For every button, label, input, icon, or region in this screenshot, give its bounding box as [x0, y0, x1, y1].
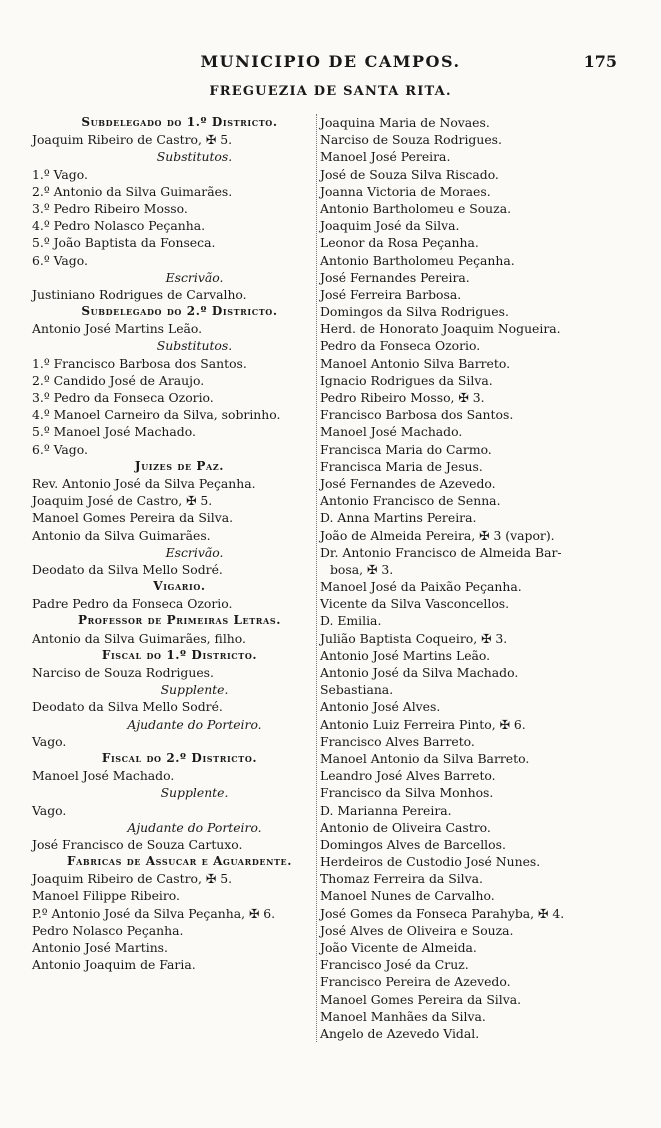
list-item: Francisco da Silva Monhos. — [320, 785, 494, 801]
list-item: 1.º Vago. — [32, 166, 88, 182]
list-item: José de Souza Silva Riscado. — [320, 166, 499, 182]
list-item: 3.º Pedro Ribeiro Mosso. — [32, 200, 188, 216]
list-item: Antonio José Martins Leão. — [32, 321, 203, 337]
list-item: Manoel José Pereira. — [320, 149, 451, 165]
list-item: Francisca Maria de Jesus. — [320, 458, 483, 474]
list-item: Manoel Nunes de Carvalho. — [320, 888, 495, 904]
list-item: Domingos Alves de Barcellos. — [320, 836, 506, 852]
page-title: MUNICIPIO DE CAMPOS. — [200, 52, 461, 71]
list-item: 6.º Vago. — [32, 441, 88, 457]
list-item: 4.º Pedro Nolasco Peçanha. — [32, 218, 206, 234]
list-item: Leonor da Rosa Peçanha. — [320, 235, 479, 251]
list-item-continuation: bosa, ✠ 3. — [330, 561, 394, 577]
list-item: Dr. Antonio Francisco de Almeida Bar- — [320, 544, 562, 560]
list-item: José Alves de Oliveira e Souza. — [320, 922, 514, 938]
list-item: 2.º Candido José de Araujo. — [32, 372, 205, 388]
list-item: Narciso de Souza Rodrigues. — [320, 132, 502, 148]
list-item: Pedro Nolasco Peçanha. — [32, 922, 184, 938]
list-item: Joaquina Maria de Novaes. — [320, 115, 490, 130]
role-label: Substitutos. — [156, 149, 233, 165]
list-item: Antonio José da Silva Machado. — [320, 665, 519, 680]
list-item: Manoel Manhães da Silva. — [320, 1008, 486, 1024]
role-label: Supplente. — [160, 682, 229, 698]
list-item: Domingos da Silva Rodrigues. — [320, 304, 509, 320]
list-item: Francisco Pereira de Azevedo. — [320, 974, 511, 990]
list-item: Vicente da Silva Vasconcellos. — [320, 596, 510, 612]
section-heading: Fabricas de Assucar e Aguardente. — [66, 854, 293, 869]
list-item: Manoel Filippe Ribeiro. — [32, 888, 180, 904]
section-heading: Subdelegado do 2.º Districto. — [81, 304, 278, 319]
list-item: D. Marianna Pereira. — [320, 802, 452, 818]
list-item: Francisca Maria do Carmo. — [320, 441, 492, 457]
list-item: Rev. Antonio José da Silva Peçanha. — [32, 475, 256, 491]
list-item: João de Almeida Pereira, ✠ 3 (vapor). — [320, 527, 555, 543]
list-item: José Gomes da Fonseca Parahyba, ✠ 4. — [320, 905, 565, 921]
list-item: José Fernandes de Azevedo. — [320, 475, 496, 491]
list-item: Manoel Antonio da Silva Barreto. — [320, 750, 530, 766]
left-column — [32, 114, 327, 973]
right-column — [316, 114, 620, 1042]
list-item: Padre Pedro da Fonseca Ozorio. — [32, 596, 233, 612]
section-heading: Fiscal do 2.º Districto. — [101, 750, 258, 765]
list-item: Deodato da Silva Mello Sodré. — [32, 699, 223, 715]
running-header — [0, 52, 661, 74]
list-item: Herdeiros de Custodio José Nunes. — [320, 854, 541, 870]
list-item: Ignacio Rodrigues da Silva. — [320, 372, 493, 388]
list-item: Vago. — [32, 802, 67, 818]
list-item: José Francisco de Souza Cartuxo. — [32, 836, 243, 852]
list-item: Narciso de Souza Rodrigues. — [32, 665, 214, 680]
section-heading: Juizes de Paz. — [134, 458, 225, 473]
list-item: Francisco Barbosa dos Santos. — [320, 407, 514, 423]
list-item: Pedro Ribeiro Mosso, ✠ 3. — [320, 390, 485, 405]
list-item: Antonio Bartholomeu e Souza. — [320, 200, 512, 216]
list-item: Antonio Francisco de Senna. — [320, 493, 501, 509]
list-item: José Fernandes Pereira. — [320, 269, 470, 285]
list-item: Antonio da Silva Guimarães. — [32, 527, 211, 543]
list-item: Sebastiana. — [320, 682, 394, 698]
list-item: Julião Baptista Coqueiro, ✠ 3. — [320, 630, 508, 646]
list-item: Francisco José da Cruz. — [320, 957, 469, 973]
list-item: Pedro da Fonseca Ozorio. — [320, 338, 481, 354]
list-item: Deodato da Silva Mello Sodré. — [32, 561, 223, 577]
list-item: 2.º Antonio da Silva Guimarães. — [32, 183, 233, 199]
list-item: Manoel Gomes Pereira da Silva. — [32, 510, 234, 526]
list-item: Antonio Luiz Ferreira Pinto, ✠ 6. — [320, 716, 526, 732]
page-number: 175 — [583, 52, 617, 71]
list-item: P.º Antonio José da Silva Peçanha, ✠ 6. — [32, 905, 276, 921]
section-heading: Professor de Primeiras Letras. — [77, 613, 282, 628]
list-item: Antonio da Silva Guimarães, filho. — [32, 630, 246, 646]
list-item: Antonio José Martins. — [32, 940, 168, 955]
list-item: Antonio Joaquim de Faria. — [32, 957, 196, 973]
list-item: João Vicente de Almeida. — [320, 940, 477, 955]
list-item: Joanna Victoria de Moraes. — [320, 183, 491, 199]
list-item: Manoel José da Paixão Peçanha. — [320, 579, 522, 595]
role-label: Ajudante do Porteiro. — [127, 819, 262, 835]
list-item: Antonio José Alves. — [320, 699, 441, 715]
list-item: Joaquim Ribeiro de Castro, ✠ 5. — [32, 132, 233, 148]
list-item: Antonio José Martins Leão. — [320, 647, 491, 663]
role-label: Substitutos. — [156, 338, 233, 354]
list-item: 1.º Francisco Barbosa dos Santos. — [32, 355, 247, 371]
list-item: 5.º Manoel José Machado. — [32, 424, 196, 440]
list-item: Herd. de Honorato Joaquim Nogueira. — [320, 321, 561, 337]
section-heading: Fiscal do 1.º Districto. — [101, 647, 258, 662]
list-item: Joaquim Ribeiro de Castro, ✠ 5. — [32, 871, 233, 887]
role-label: Escrivão. — [165, 269, 224, 285]
list-item: 6.º Vago. — [32, 252, 88, 268]
role-label: Ajudante do Porteiro. — [127, 716, 262, 732]
list-item: Manoel Antonio Silva Barreto. — [320, 355, 511, 371]
list-item: Justiniano Rodrigues de Carvalho. — [32, 286, 247, 302]
list-item: Manoel José Machado. — [32, 768, 175, 784]
list-item: Francisco Alves Barreto. — [320, 733, 475, 749]
list-item: Manoel José Machado. — [320, 424, 463, 440]
role-label: Escrivão. — [165, 544, 224, 560]
list-item: 3.º Pedro da Fonseca Ozorio. — [32, 390, 214, 405]
list-item: Antonio de Oliveira Castro. — [320, 819, 491, 835]
list-item: José Ferreira Barbosa. — [320, 286, 462, 302]
list-item: D. Emilia. — [320, 613, 382, 629]
list-item: Joaquim José da Silva. — [320, 218, 460, 234]
list-item: Thomaz Ferreira da Silva. — [320, 871, 483, 887]
list-item: Leandro José Alves Barreto. — [320, 768, 496, 784]
section-title: FREGUEZIA DE SANTA RITA. — [209, 84, 452, 99]
list-item: 4.º Manoel Carneiro da Silva, sobrinho. — [32, 407, 281, 423]
role-label: Supplente. — [160, 785, 229, 801]
list-item: D. Anna Martins Pereira. — [320, 510, 477, 526]
list-item: 5.º João Baptista da Fonseca. — [32, 235, 216, 251]
list-item: Manoel Gomes Pereira da Silva. — [320, 991, 522, 1007]
list-item: Joaquim José de Castro, ✠ 5. — [32, 493, 213, 509]
section-heading: Subdelegado do 1.º Districto. — [81, 115, 278, 129]
list-item: Vago. — [32, 733, 67, 749]
section-heading: Vigario. — [153, 579, 206, 594]
list-item: Angelo de Azevedo Vidal. — [320, 1025, 480, 1041]
list-item: Antonio Bartholomeu Peçanha. — [320, 252, 515, 268]
